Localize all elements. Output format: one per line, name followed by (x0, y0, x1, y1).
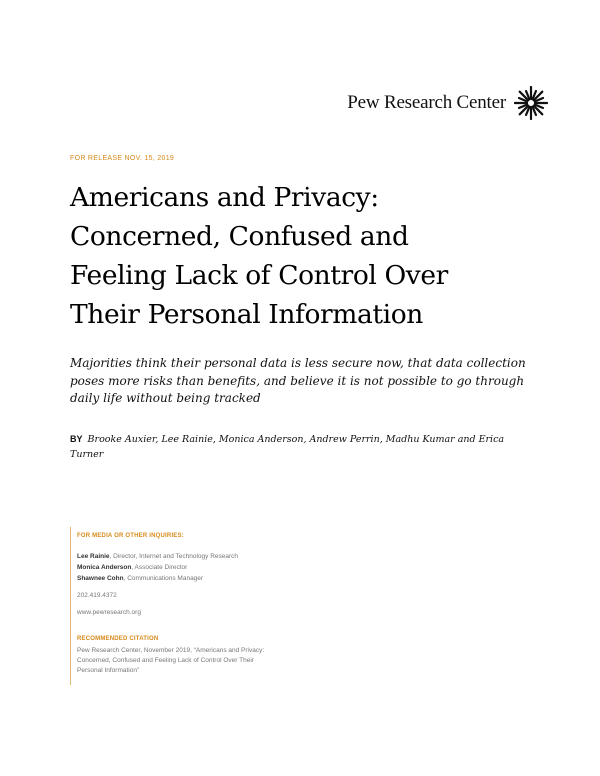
title-line: Their Personal Information (70, 299, 423, 330)
release-date: FOR RELEASE NOV. 15, 2019 (70, 155, 175, 162)
contact-phone: 202.419.4372 (77, 592, 117, 599)
contact-website[interactable]: www.pewresearch.org (77, 609, 141, 616)
title-line: Americans and Privacy: (70, 182, 379, 213)
contact-person (77, 562, 297, 573)
citation-heading: RECOMMENDED CITATION (77, 636, 159, 642)
contact-role: , Communications Manager (123, 575, 204, 582)
byline (70, 432, 530, 462)
contact-name: Monica Anderson (77, 564, 132, 571)
inquiries-heading: FOR MEDIA OR OTHER INQUIRIES: (77, 533, 184, 539)
byline-authors: Brooke Auxier, Lee Rainie, Monica Anderson, Andrew Perrin, Madhu Kumar and Erica Turner (70, 434, 505, 460)
citation-text: Pew Research Center, November 2019, “Americans and Privacy: Concerned, Confused and Feeling Lack of Control Over Their Personal Information” (77, 647, 265, 674)
sunburst-icon (514, 86, 548, 120)
report-subtitle: Majorities think their personal data is less secure now, that data collection poses more risks than benefits, and believe it is not possible to go through daily life without being tracked (70, 356, 526, 405)
byline-label: BY (70, 434, 83, 444)
contact-person (77, 551, 297, 562)
title-line: Concerned, Confused and (70, 221, 409, 252)
pew-logo (347, 86, 548, 120)
contact-role: , Director, Internet and Technology Research (109, 553, 239, 560)
contact-role: , Associate Director (131, 564, 188, 571)
contact-name: Lee Rainie (77, 553, 110, 560)
contact-name: Shawnee Cohn (77, 575, 124, 582)
report-title (70, 178, 550, 334)
contact-box (70, 527, 297, 685)
title-line: Feeling Lack of Control Over (70, 260, 448, 291)
contact-person (77, 573, 297, 584)
logo-text: Pew Research Center (347, 92, 506, 113)
